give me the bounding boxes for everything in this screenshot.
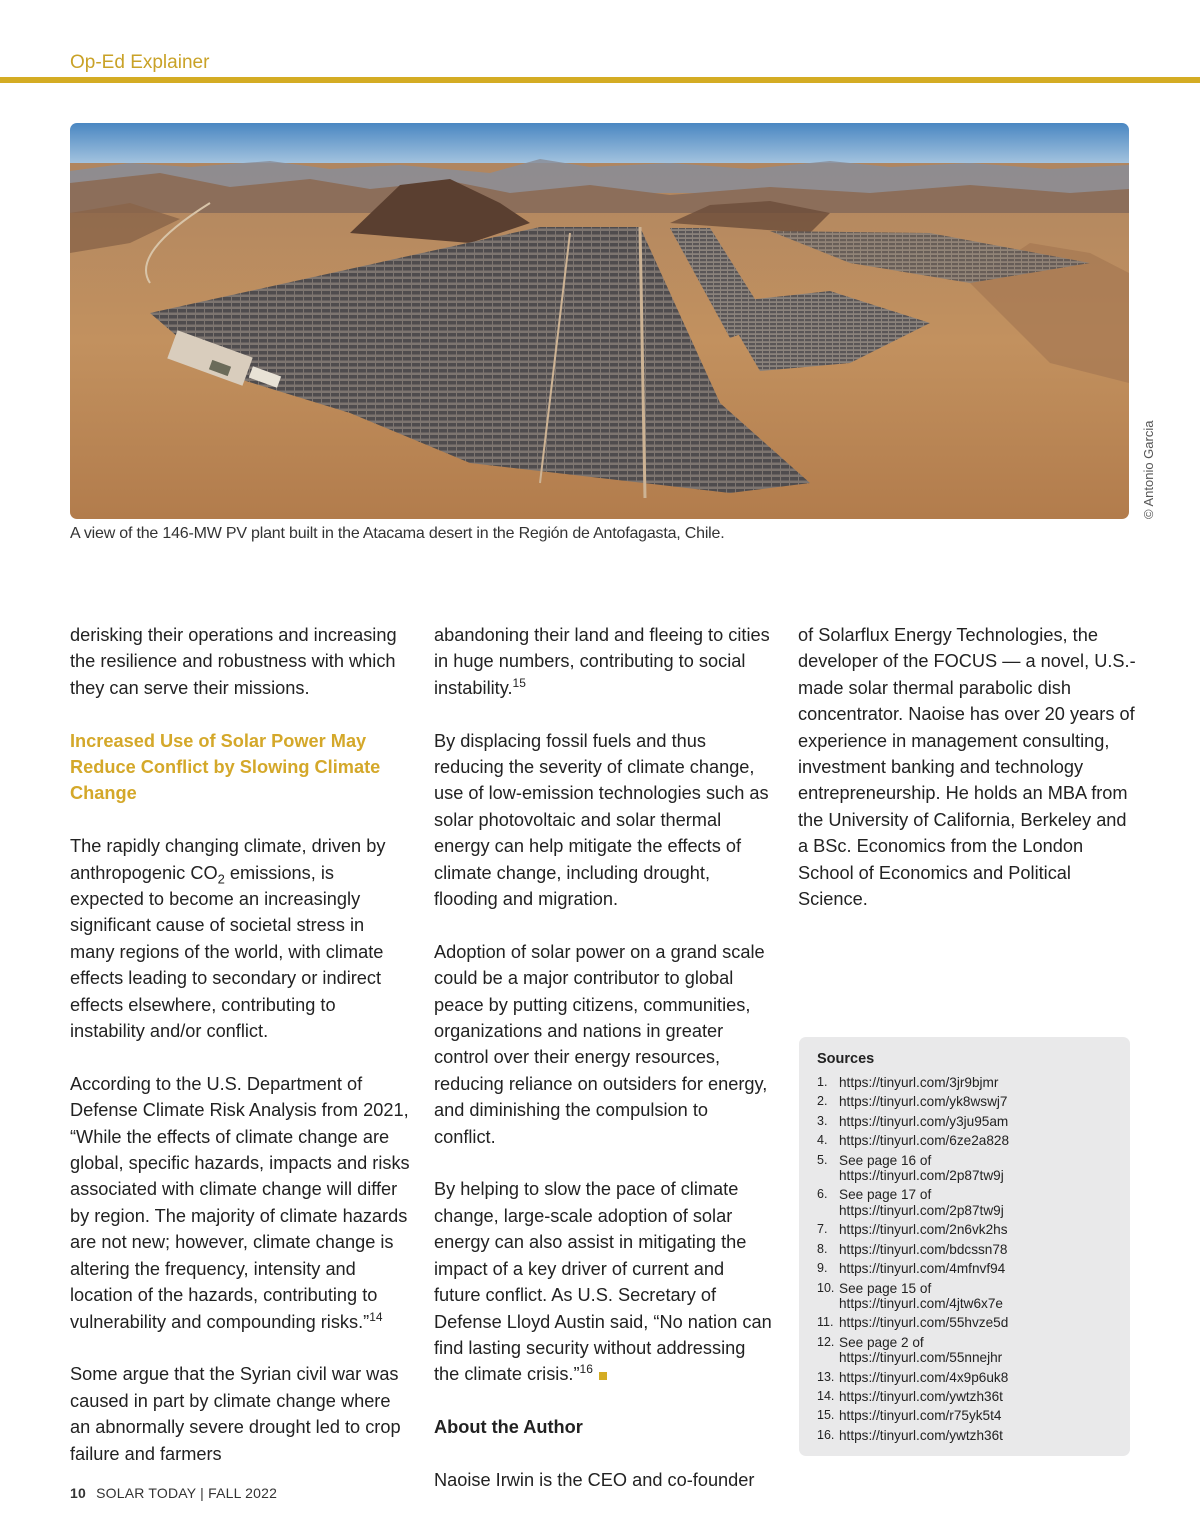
article-column-2 <box>434 622 774 1520</box>
footer-separator: | <box>200 1485 204 1501</box>
source-item[interactable]: 8. https://tinyurl.com/bdcssn78 <box>817 1241 1008 1257</box>
end-of-article-mark <box>599 1372 607 1380</box>
footnote-ref: 16 <box>579 1362 593 1377</box>
sources-box <box>799 1037 1130 1456</box>
article-column-3 <box>798 622 1138 939</box>
paragraph: derisking their operations and increasing the resilience and robustness with which they can serve their missions. <box>70 625 397 698</box>
source-item[interactable]: 6. See page 17 of https://tinyurl.com/2p87tw9j <box>817 1187 1004 1218</box>
photo-caption: A view of the 146-MW PV plant built in the Atacama desert in the Región de Antofagasta, Chile. <box>70 525 725 542</box>
author-bio: of Solarflux Energy Technologies, the developer of the FOCUS — a novel, U.S.-made solar thermal parabolic dish concentrator. Naoise has over 20 years of experience in management consulting, investment banking and technology entrepreneurship. He holds an MBA from the University of California, Berkeley and a BSc. Economics from the London School of Economics and Political Science. <box>798 625 1136 910</box>
paragraph: The rapidly changing climate, driven by anthropogenic $CO_2$ emissions, is expected to become an increasingly significant cause of societal stress in many regions of the world, with climate effects leading to secondary or indirect effects elsewhere, contributing to instability and/or conflict. <box>70 836 386 1042</box>
paragraph: Adoption of solar power on a grand scale could be a major contributor to global peace by putting citizens, communities, organizations and nations in greater control over their energy resources, reducing reliance on outsiders for energy, and diminishing the compulsion to conflict. <box>434 941 768 1147</box>
source-item[interactable]: 13. https://tinyurl.com/4x9p6uk8 <box>817 1369 1009 1385</box>
subscript: 2 <box>217 871 225 887</box>
source-item[interactable]: 4. https://tinyurl.com/6ze2a828 <box>817 1133 1010 1149</box>
author-bio-start: Naoise Irwin is the CEO and co-founder <box>434 1469 755 1490</box>
paragraph: According to the U.S. Department of Defense Climate Risk Analysis from 2021, “While the effects of climate change are global, specific hazards, impacts and risks associated with climate change will differ by region. The majority of climate hazards are not new; however, climate change is altering the frequency, intensity and location of the hazards, contributing to vulnerability and compounding risks.”$^{14}$ <box>70 1073 410 1332</box>
issue-date: FALL 2022 <box>208 1485 278 1501</box>
article-column-1 <box>70 622 410 1493</box>
solar-plant-illustration <box>70 123 1129 519</box>
paragraph: By displacing fossil fuels and thus reducing the severity of climate change, use of low-emission technologies such as solar photovoltaic and solar thermal energy can help mitigate the effects of climate change, including drought, flooding and migration. <box>434 730 769 910</box>
source-item[interactable]: 5. See page 16 of https://tinyurl.com/2p87tw9j <box>817 1152 1004 1184</box>
paragraph: By helping to slow the pace of climate change, large-scale adoption of solar energy can also assist in mitigating the impact of a key driver of current and future conflict. As U.S. Secretary of Defense Lloyd Austin said, “No nation can find lasting security without addressing the climate crisis.”$^{16}$ <box>434 1179 772 1385</box>
source-item[interactable]: 16. https://tinyurl.com/ywtzh36t <box>817 1427 1003 1443</box>
source-item[interactable]: 14. https://tinyurl.com/ywtzh36t <box>817 1389 1003 1405</box>
photo-credit: © Antonio Garcia <box>1141 420 1156 519</box>
source-item[interactable]: 7. https://tinyurl.com/2n6vk2hs <box>817 1222 1008 1238</box>
source-item[interactable]: 10. See page 15 of https://tinyurl.com/4jtw6x7e <box>817 1280 1003 1312</box>
header-rule <box>0 77 1200 83</box>
solar-plant-photo <box>70 123 1129 519</box>
source-item[interactable]: 2. https://tinyurl.com/yk8wswj7 <box>817 1094 1008 1110</box>
sources-title: Sources <box>817 1051 875 1067</box>
sources-list <box>817 1075 1130 1443</box>
section-label: Op-Ed Explainer <box>70 52 210 73</box>
source-item[interactable]: 1. https://tinyurl.com/3jr9bjmr <box>817 1075 999 1090</box>
author-heading: About the Author <box>434 1417 583 1438</box>
publication-name: SOLAR TODAY <box>96 1485 197 1501</box>
page-number: 10 <box>70 1485 86 1501</box>
source-item[interactable]: 9. https://tinyurl.com/4mfnvf94 <box>817 1261 1006 1277</box>
source-item[interactable]: 11. https://tinyurl.com/55hvze5d <box>817 1315 1009 1331</box>
footnote-ref: 14 <box>369 1309 383 1324</box>
section-subheading: Increased Use of Solar Power May Reduce Conflict by Slowing Climate Change <box>70 730 381 804</box>
paragraph: abandoning their land and fleeing to cities in huge numbers, contributing to social instability.$^{15}$ <box>434 625 770 698</box>
source-item[interactable]: 12. See page 2 of https://tinyurl.com/55nnejhr <box>817 1334 1003 1366</box>
footnote-ref: 15 <box>512 675 526 690</box>
source-item[interactable]: 3. https://tinyurl.com/y3ju95am <box>817 1113 1009 1129</box>
page-footer <box>70 1485 277 1501</box>
paragraph: Some argue that the Syrian civil war was caused in part by climate change where an abnormally severe drought led to crop failure and farmers <box>70 1364 401 1464</box>
source-item[interactable]: 15. https://tinyurl.com/r75yk5t4 <box>817 1408 1002 1424</box>
